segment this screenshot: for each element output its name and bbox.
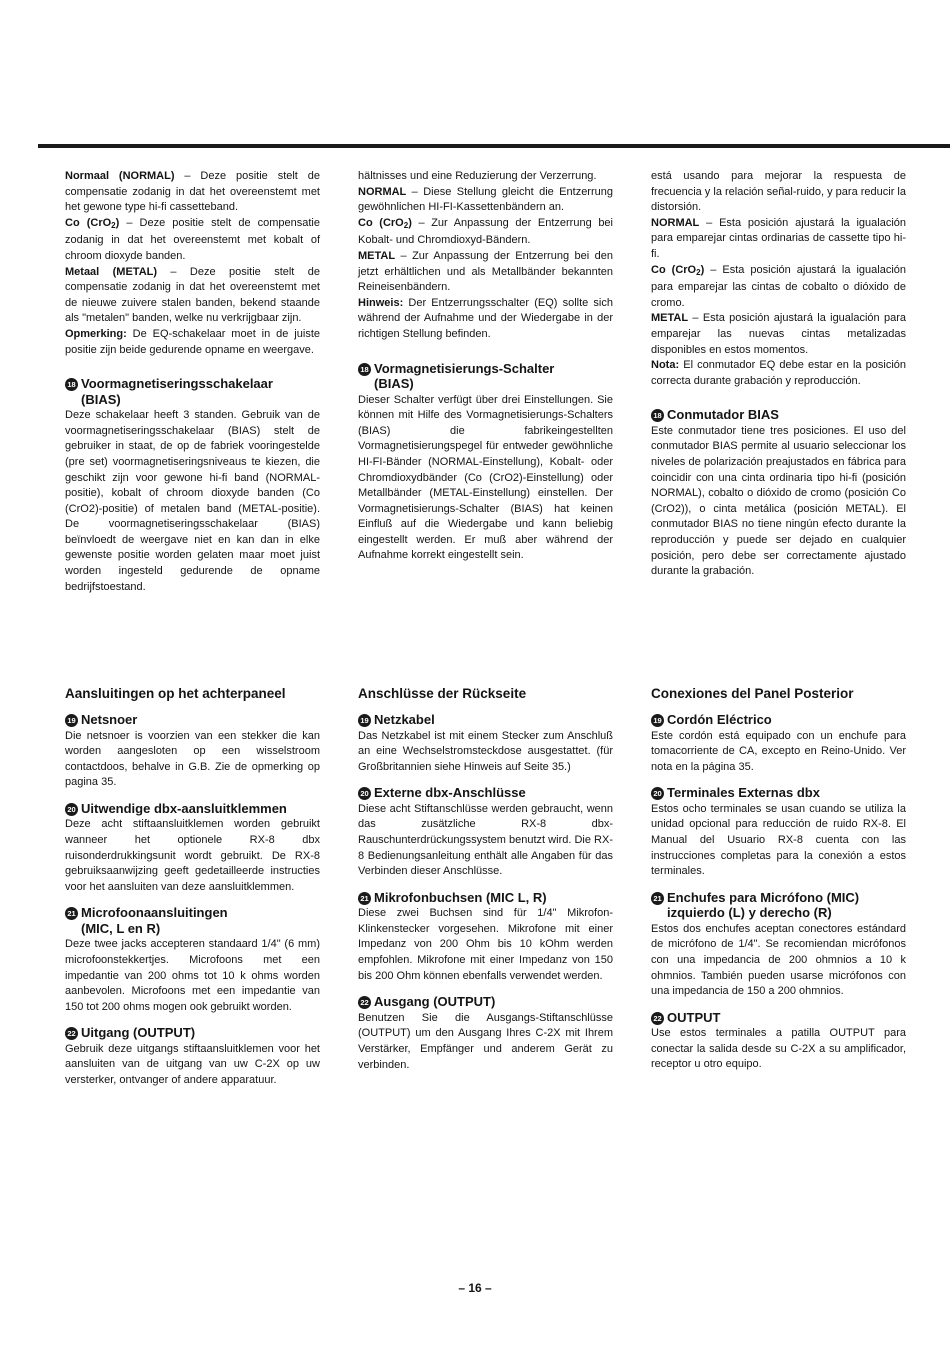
nl-bias-heading (65, 376, 320, 407)
es-intro-text: está usando para mejorar la respuesta de frecuencia y la relación señal-ruido, y para reducir la distorsión. (651, 170, 906, 214)
de-s22-title: Ausgang (OUTPUT) (374, 994, 496, 1010)
es-bias-title: Conmutador BIAS (667, 407, 779, 423)
es-rear-title: Conexiones del Panel Posterior (651, 686, 854, 701)
de-normal-paragraph (358, 185, 613, 216)
german-rear-panel-column (358, 686, 613, 1073)
de-bias-text: Dieser Schalter verfügt über drei Einstellungen. Sie können mit Hilfe des Vormagnetisierungs-Schalters (BIAS) die fabrikeingestellten Vormagnetisierungspegel für entweder gewöhnliche HI-FI-Bänder (NORMAL-Einstellung), Kobalt- oder Chromdioxydbänder (Co (CrO2)-Einstellung) oder Metallbänder (METAL-Einstellung) einstellen. Der Vormagnetisierungs-Schalter (BIAS) hat keinen Einfluß auf die Wiedergabe und kann beliebig eingestellt werden. Er muß aber während der Aufnahme korrekt eingestellt sein. (358, 393, 613, 562)
es-normal-label: NORMAL (651, 216, 700, 229)
nl-cro2-label-sub: 2 (111, 220, 116, 230)
de-metal-paragraph (358, 249, 613, 296)
es-s22-text: Use estos terminales a patilla OUTPUT para conectar la salida desde su C-2X a su amplificador, receptor u otro equipo. (651, 1027, 906, 1071)
nl-cro2-text: – Deze positie stelt de compensatie zodanig in dat het overeenstemt met kobalt of chroom dioxyde banden. (65, 216, 320, 262)
nl-s22-heading (65, 1025, 320, 1041)
de-note-label: Hinweis: (358, 296, 404, 309)
number-22-icon: 22 (651, 1012, 664, 1025)
es-metal-text: – Esta posición ajustará la igualación para emparejar las nuevas cintas metalizadas disponibles en estos momentos. (651, 312, 906, 356)
de-note-text: Der Entzerrungsschalter (EQ) sollte sich während der Aufnahme und der Wiedergabe in der richtigen Stellung befinden. (358, 296, 613, 340)
de-cro2-label (358, 217, 412, 229)
nl-s20-heading (65, 801, 320, 817)
de-s21-text: Diese zwei Buchsen sind für 1/4" Mikrofon-Klinkenstecker vorgesehen. Mikrofone mit einer Impedanz von 200 Ohm bis 10 kOhm werden empfohlen. Mikrofone mit einer Impedanz von 150 bis 200 Ohm können ebenfalls verwendet werden. (358, 907, 613, 982)
de-s19-title: Netzkabel (374, 712, 435, 727)
es-cro2-label-a: Co (CrO (651, 263, 697, 276)
number-20-icon: 20 (358, 787, 371, 800)
number-19-icon: 19 (651, 714, 664, 727)
number-21-icon: 21 (65, 907, 78, 920)
es-s21-heading (651, 890, 906, 921)
nl-s21-text: Deze twee jacks accepteren standaard 1/4" (6 mm) microfoonstekkertjes. Microfoons met een impedantie van 200 ohms tot 10 k ohms worden aanbevolen. Microfoons met een impedantie van 150 tot 200 ohms mogen ook gebruikt worden. (65, 938, 320, 1013)
de-s21-heading (358, 890, 613, 906)
number-22-icon: 22 (358, 996, 371, 1009)
de-metal-text: – Zur Anpassung der Entzerrung bei den jetzt erhältlichen und als Metallbänder bekannten Reineisenbändern. (358, 249, 613, 294)
nl-bias-title-2: (BIAS) (81, 391, 121, 407)
dutch-eq-column (65, 169, 320, 595)
nl-cro2-label-a: Co (CrO (65, 216, 112, 229)
nl-note-paragraph (65, 327, 320, 358)
nl-normal-label: Normaal (NORMAL) (65, 170, 175, 182)
nl-s21-heading (65, 905, 320, 936)
nl-normal-paragraph (65, 169, 320, 216)
de-note-paragraph (358, 296, 613, 343)
de-s20-text: Diese acht Stiftanschlüsse werden gebraucht, wenn das zusätzliche RX-8 dbx-Rauschunterdrückungssystem benutzt wird. Die RX-8 Bedienungsanleitung enthält alle Angaben für das Verbinden dieser Anschlüsse. (358, 802, 613, 878)
es-normal-paragraph (651, 216, 906, 263)
de-bias-title: Vormagnetisierungs-Schalter (374, 360, 555, 376)
de-cro2-label-a: Co (CrO (358, 216, 404, 229)
de-s19-text: Das Netzkabel ist mit einem Stecker zum Anschluß an eine Wechselstromsteckdose ausgestattet. (für Großbritannien siehe Hinweis auf Seite 35.) (358, 729, 613, 773)
number-19-icon: 19 (65, 714, 78, 727)
number-19-icon: 19 (358, 714, 371, 727)
nl-note-label: Opmerking: (65, 327, 127, 340)
es-cro2-label-b: ) (700, 263, 705, 276)
es-cro2-label-sub: 2 (696, 267, 701, 277)
spanish-eq-column (651, 169, 906, 580)
es-s21-title-2: izquierdo (L) y derecho (R) (667, 905, 832, 921)
nl-cro2-label (65, 217, 119, 229)
number-18-icon: 18 (651, 409, 664, 422)
de-cro2-text: – Zur Anpassung der Entzerrung bei Kobalt- und Chromdioxyd-Bändern. (358, 216, 613, 247)
es-note-text: El conmutador EQ debe estar en la posición correcta durante grabación y reproducción. (651, 359, 906, 387)
es-s21-text: Estos dos enchufes aceptan conectores estándard de micrófono de 1/4". Se recomiendan micrófonos con una impedancia de 200 ohmnios a 10 k ohmnios. También pueden usarse micrófonos con una impedancia de 150 a 200 ohmnios. (651, 922, 906, 998)
nl-s22-text: Gebruik deze uitgangs stiftaansluitklemen voor het aansluiten van de uitgang van uw C-2X op uw versterker, ontvanger of andere apparatuur. (65, 1042, 320, 1086)
number-18-icon: 18 (65, 378, 78, 391)
de-s21-title: Mikrofonbuchsen (MIC L, R) (374, 889, 547, 905)
nl-bias-text: Deze schakelaar heeft 3 standen. Gebruik van de voormagnetiseringsschakelaar (BIAS) stelt de gebruiker in staat, de op de fabriek vooringestelde (pre set) voormagnetiseringsniveaus te kiezen, die geschikt zijn voor gewone hi-fi band (NORMAL-positie), kobalt of chroom dioxyde banden (Co (CrO2)-positie) of metalen band (METAL-positie). De voormagnetiseringsschakelaar (BIAS) beïnvloedt de weergave niet en kan dan in elke gewenste positie worden gelaten maar moet juist worden ingesteld gedurende de opname bedrijfstoestand. (65, 409, 320, 593)
de-normal-label: NORMAL (358, 185, 407, 198)
es-metal-label: METAL (651, 312, 689, 325)
number-20-icon: 20 (651, 787, 664, 800)
es-s19-title: Cordón Eléctrico (667, 712, 772, 727)
nl-metal-label: Metaal (METAL) (65, 265, 158, 278)
es-cro2-paragraph (651, 263, 906, 312)
nl-bias-title: Voormagnetiseringsschakelaar (81, 376, 273, 392)
nl-s19-text: Die netsnoer is voorzien van een stekker die kan worden aangesloten op een wisselstroom contactdoos, behalve in G.B. Zie de opmerking op pagina 35. (65, 729, 320, 789)
es-s20-text: Estos ocho terminales se usan cuando se utiliza la unidad opcional para reducción de ruido RX-8. El Manual del Usuario RX-8 cuenta con las instrucciones completas para la conexión a estos terminales. (651, 802, 906, 878)
nl-s20-title: Uitwendige dbx-aansluitklemmen (81, 800, 287, 816)
de-bias-heading (358, 361, 613, 392)
number-22-icon: 22 (65, 1027, 78, 1040)
number-21-icon: 21 (651, 892, 664, 905)
number-21-icon: 21 (358, 892, 371, 905)
spanish-rear-panel-column (651, 686, 906, 1073)
number-18-icon: 18 (358, 363, 371, 376)
de-s22-text: Benutzen Sie die Ausgangs-Stiftanschlüsse (OUTPUT) um den Ausgang Ihres C-2X mit Ihrem Verstärker, Empfänger und anderem Gerät zu verbinden. (358, 1011, 613, 1071)
nl-s21-title-2: (MIC, L en R) (81, 920, 161, 936)
nl-normal-text: – Deze positie stelt de compensatie zodanig in dat het overeenstemt met het gewone type hi-fi cassetteband. (65, 170, 320, 214)
nl-note-text: De EQ-schakelaar moet in de juiste positie zijn beide gedurende opname en weergave. (65, 327, 320, 356)
es-s22-heading (651, 1010, 906, 1026)
nl-cro2-paragraph (65, 216, 320, 265)
de-cro2-paragraph (358, 216, 613, 249)
nl-s19-heading (65, 712, 320, 728)
de-cro2-label-sub: 2 (403, 220, 409, 230)
de-normal-text: – Diese Stellung gleicht die Entzerrung gewöhnlichen HI-FI-Kassettenbändern an. (358, 185, 613, 214)
number-20-icon: 20 (65, 803, 78, 816)
es-s20-title: Terminales Externas dbx (667, 785, 820, 801)
nl-metal-paragraph (65, 265, 320, 327)
de-cro2-label-b: ) (408, 216, 412, 229)
de-s20-title: Externe dbx-Anschlüsse (374, 785, 526, 801)
de-intro-text: hältnisses und eine Reduzierung der Verzerrung. (358, 170, 597, 182)
es-cro2-text: – Esta posición ajustará la igualación para emparejar las cintas de cobalto o dióxido de cromo. (651, 263, 906, 309)
es-bias-text: Este conmutador tiene tres posiciones. El uso del conmutador BIAS permite al usuario seleccionar los niveles de polarización preajustados en fábrica para coincidir con una cinta ordinaria tipo hi-fi (posición NORMAL), cobalto o dióxido de cromo (posición Co (CrO2)), o cinta metálica (posición METAL). El conmutador BIAS no tiene ningún efecto durante la reproducción y puede ser dejado en cualquier posición, pero debe ser correctamente ajustado durante la grabación. (651, 424, 906, 578)
es-cro2-label (651, 264, 704, 276)
de-metal-label: METAL (358, 249, 396, 262)
de-s22-heading (358, 994, 613, 1010)
es-note-label: Nota: (651, 359, 680, 372)
german-eq-column (358, 169, 613, 564)
es-s22-title: OUTPUT (667, 1009, 721, 1025)
de-bias-title-2: (BIAS) (374, 376, 414, 392)
de-s20-heading (358, 785, 613, 801)
dutch-rear-panel-column (65, 686, 320, 1089)
es-metal-paragraph (651, 311, 906, 358)
nl-cro2-label-b: ) (115, 216, 120, 229)
es-s20-heading (651, 785, 906, 801)
nl-metal-text: – Deze positie stelt de compensatie zodanig in dat het overeenstemt met de nieuwe zuivere stalen banden, bekend staande als "metalen" banden, welke nu verkrijgbaar zijn. (65, 265, 320, 325)
nl-rear-title: Aansluitingen op het achterpaneel (65, 686, 286, 701)
nl-s20-text: Deze acht stiftaansluitklemen worden gebruikt wanneer het optionele RX-8 dbx ruisonderdrukkingsunit wordt gebruikt. De RX-8 gebruiksaanwijzing geeft gedetailleerde instructies voor het aansluiten van deze aansluitklemmen. (65, 818, 320, 893)
page-number: – 16 – (458, 1281, 492, 1295)
nl-s21-title: Microfoonaansluitingen (81, 905, 228, 921)
de-s19-heading (358, 712, 613, 728)
es-normal-text: – Esta posición ajustará la igualación para emparejar cintas ordinarias de cassette tipo hi-fi. (651, 216, 906, 260)
es-s19-text: Este cordón está equipado con un enchufe para tomacorriente de CA, excepto en Reino-Unido. Ver nota en la página 35. (651, 729, 906, 773)
nl-s19-title: Netsnoer (81, 712, 138, 727)
es-bias-heading (651, 407, 906, 423)
nl-s22-title: Uitgang (OUTPUT) (81, 1025, 196, 1041)
es-note-paragraph (651, 358, 906, 389)
de-rear-title: Anschlüsse der Rückseite (358, 686, 527, 701)
es-s19-heading (651, 712, 906, 728)
top-rule (38, 144, 950, 148)
es-s21-title: Enchufes para Micrófono (MIC) (667, 889, 860, 905)
